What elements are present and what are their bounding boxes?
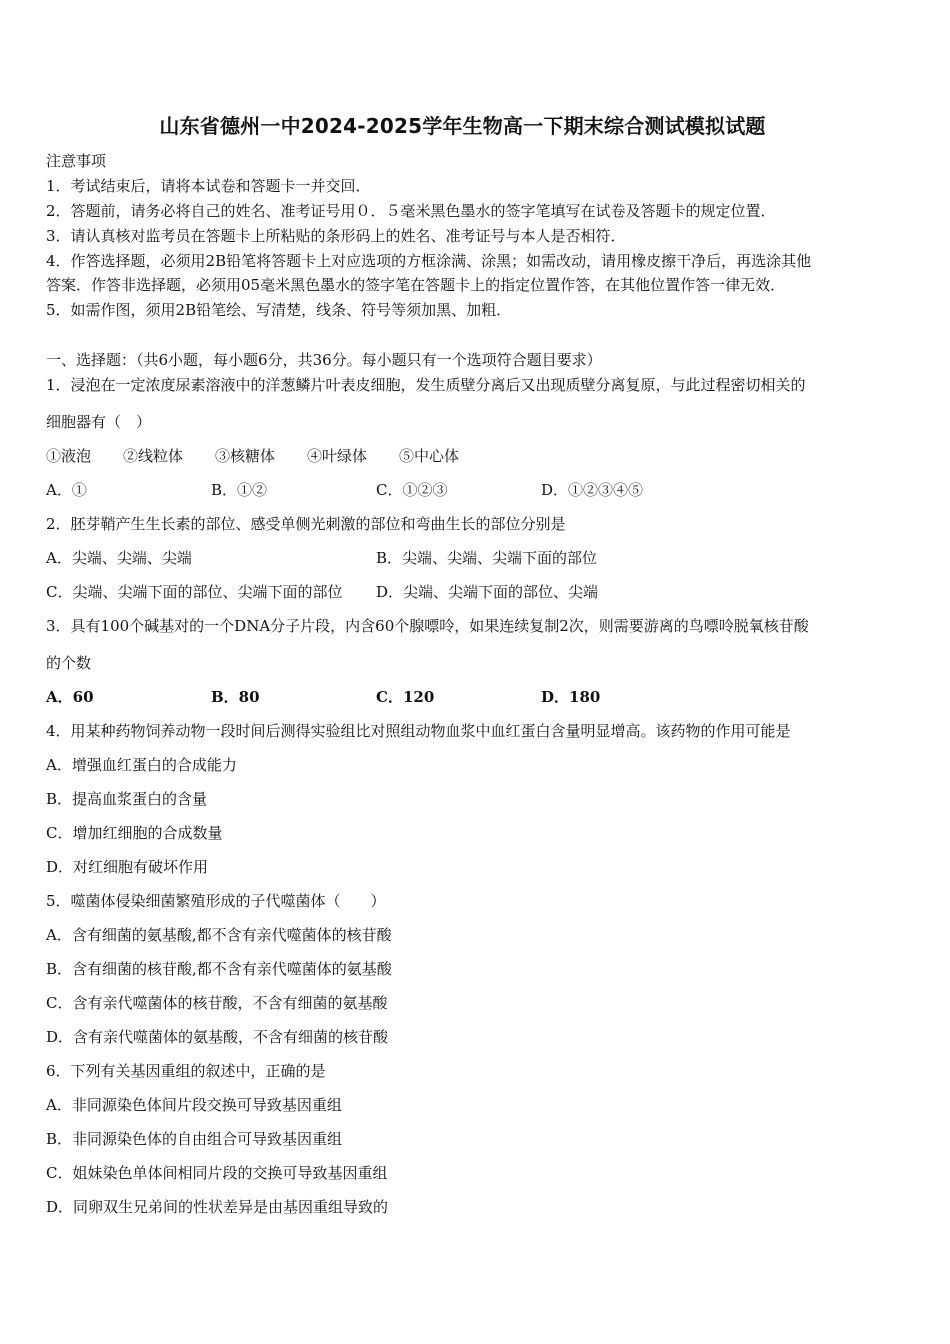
section-heading: 一、选择题：（共6小题，每小题6分，共36分。每小题只有一个选项符合题目要求） bbox=[46, 351, 602, 369]
notice-heading: 注意事项 bbox=[46, 152, 107, 170]
q3-stem-line2: 的个数 bbox=[46, 654, 92, 672]
q5-option-b: B．含有细菌的核苷酸,都不含有亲代噬菌体的氨基酸 bbox=[46, 960, 392, 978]
q6-option-c: C．姐妹染色单体间相同片段的交换可导致基因重组 bbox=[46, 1164, 388, 1182]
q1-items-row bbox=[46, 445, 916, 467]
q3-option-a: A．60 bbox=[46, 688, 94, 706]
q4-option-a: A．增强血红蛋白的合成能力 bbox=[46, 756, 237, 774]
q3-options-row bbox=[46, 686, 916, 708]
q5-option-d: D．含有亲代噬菌体的氨基酸，不含有细菌的核苷酸 bbox=[46, 1028, 389, 1046]
q1-option-b: B．①② bbox=[211, 481, 268, 499]
notice-item-2: 2．答题前，请务必将自己的姓名、准考证号用０．５毫米黑色墨水的签字笔填写在试卷及答题卡的规定位置． bbox=[46, 202, 776, 220]
q1-option-c: C．①②③ bbox=[376, 481, 448, 499]
notice-item-4: 4．作答选择题，必须用2B铅笔将答题卡上对应选项的方框涂满、涂黑；如需改动，请用橡皮擦干净后，再选涂其他 bbox=[46, 252, 812, 270]
q1-item-4: ④叶绿体 bbox=[307, 447, 368, 465]
q6-option-a: A．非同源染色体间片段交换可导致基因重组 bbox=[46, 1096, 342, 1114]
notice-item-1: 1．考试结束后，请将本试卷和答题卡一并交回． bbox=[46, 177, 371, 195]
q3-option-c: C．120 bbox=[376, 688, 435, 706]
q1-item-5: ⑤中心体 bbox=[399, 447, 460, 465]
q2-stem: 2．胚芽鞘产生生长素的部位、感受单侧光刺激的部位和弯曲生长的部位分别是 bbox=[46, 515, 566, 533]
q6-option-d: D．同卵双生兄弟间的性状差异是由基因重组导致的 bbox=[46, 1198, 389, 1216]
q2-option-a: A．尖端、尖端、尖端 bbox=[46, 549, 192, 567]
q2-option-b: B．尖端、尖端、尖端下面的部位 bbox=[376, 549, 598, 567]
q3-option-d: D．180 bbox=[541, 688, 601, 706]
q1-stem-line2: 细胞器有（ ） bbox=[46, 413, 152, 431]
q4-option-c: C．增加红细胞的合成数量 bbox=[46, 824, 223, 842]
notice-item-3: 3．请认真核对监考员在答题卡上所粘贴的条形码上的姓名、准考证号与本人是否相符． bbox=[46, 227, 626, 245]
notice-item-5: 5．如需作图，须用2B铅笔绘、写清楚，线条、符号等须加黑、加粗． bbox=[46, 301, 512, 319]
notice-item-4-cont: 答案．作答非选择题，必须用05毫米黑色墨水的签字笔在答题卡上的指定位置作答，在其他位置作答一律无效． bbox=[46, 276, 786, 294]
q2-options-row-2 bbox=[46, 581, 916, 603]
q4-option-d: D．对红细胞有破坏作用 bbox=[46, 858, 209, 876]
q1-item-1: ①液泡 bbox=[46, 447, 92, 465]
q2-options-row-1 bbox=[46, 547, 916, 569]
q1-options-row bbox=[46, 479, 916, 501]
q3-stem-line1: 3．具有100个碱基对的一个DNA分子片段，内含60个腺嘌呤，如果连续复制2次，则需要游离的鸟嘌呤脱氧核苷酸 bbox=[46, 617, 809, 635]
q4-option-b: B．提高血浆蛋白的含量 bbox=[46, 790, 208, 808]
q1-item-2: ②线粒体 bbox=[123, 447, 184, 465]
q3-option-b: B．80 bbox=[211, 688, 260, 706]
q4-stem: 4．用某种药物饲养动物一段时间后测得实验组比对照组动物血浆中血红蛋白含量明显增高。该药物的作用可能是 bbox=[46, 722, 791, 740]
q1-option-a: A．① bbox=[46, 481, 87, 499]
q1-stem-line1: 1．浸泡在一定浓度尿素溶液中的洋葱鳞片叶表皮细胞，发生质壁分离后又出现质壁分离复原，与此过程密切相关的 bbox=[46, 376, 806, 394]
q1-item-3: ③核糖体 bbox=[215, 447, 276, 465]
q2-option-d: D．尖端、尖端下面的部位、尖端 bbox=[376, 583, 599, 601]
q6-option-b: B．非同源染色体的自由组合可导致基因重组 bbox=[46, 1130, 343, 1148]
q5-option-a: A．含有细菌的氨基酸,都不含有亲代噬菌体的核苷酸 bbox=[46, 926, 392, 944]
q6-stem: 6．下列有关基因重组的叙述中，正确的是 bbox=[46, 1062, 326, 1080]
q1-option-d: D．①②③④⑤ bbox=[541, 481, 644, 499]
q2-option-c: C．尖端、尖端下面的部位、尖端下面的部位 bbox=[46, 583, 343, 601]
q5-option-c: C．含有亲代噬菌体的核苷酸，不含有细菌的氨基酸 bbox=[46, 994, 388, 1012]
exam-title: 山东省德州一中2024-2025学年生物高一下期末综合测试模拟试题 bbox=[159, 114, 766, 138]
q5-stem: 5．噬菌体侵染细菌繁殖形成的子代噬菌体（ ） bbox=[46, 892, 386, 910]
